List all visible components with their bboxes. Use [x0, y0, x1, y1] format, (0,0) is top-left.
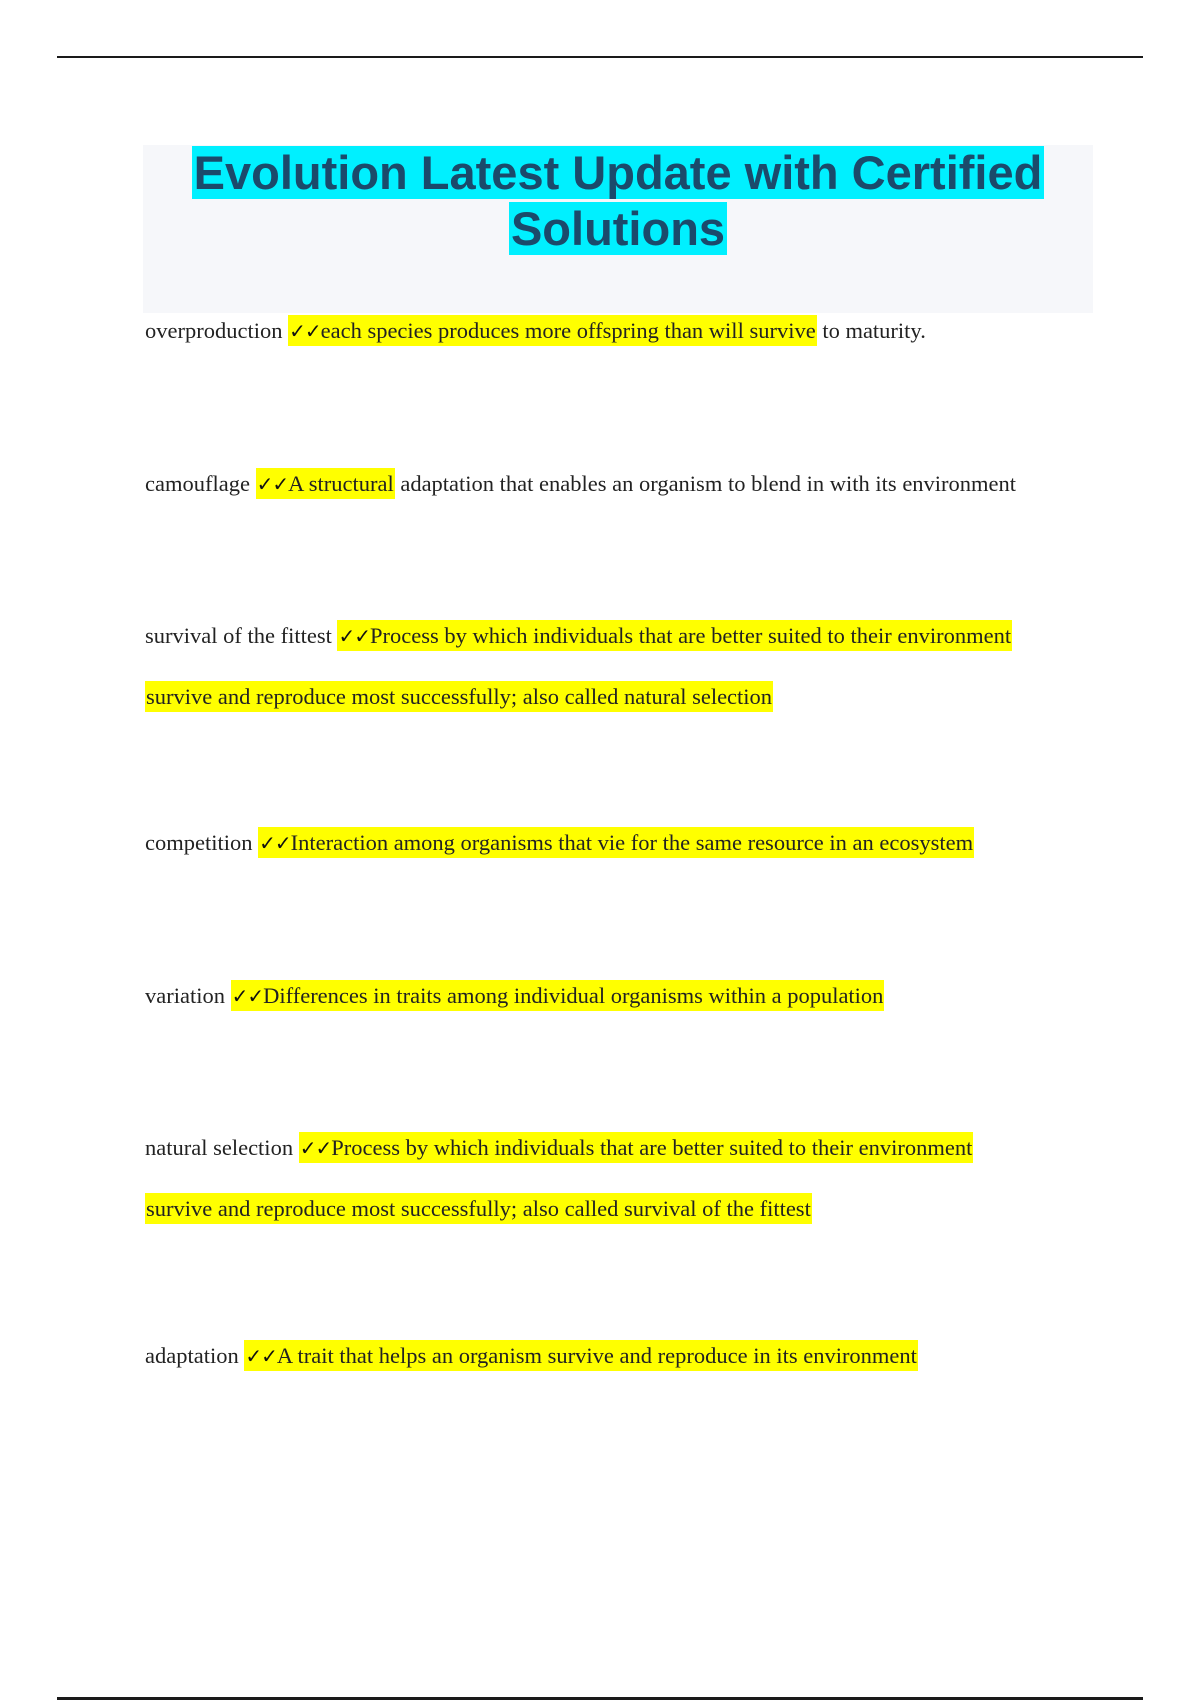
- entry-overproduction: [145, 300, 1095, 361]
- entry-adaptation: [145, 1325, 1095, 1386]
- entry-term: adaptation: [145, 1343, 239, 1368]
- entry-answer-highlight: ✓✓Differences in traits among individual organisms within a population: [231, 980, 885, 1011]
- double-check-icon: ✓✓: [338, 624, 370, 648]
- double-check-icon: ✓✓: [299, 1136, 332, 1160]
- entry-competition: [145, 812, 1095, 873]
- entry-answer-highlight: ✓✓each species produces more offspring than will survive: [288, 315, 817, 346]
- entry-answer-highlight: ✓✓Process by which individuals that are better suited to their environment: [337, 620, 1012, 651]
- entry-answer-highlight: ✓✓Interaction among organisms that vie for the same resource in an ecosystem: [258, 827, 974, 858]
- entry-answer-highlight: ✓✓A trait that helps an organism survive and reproduce in its environment: [244, 1340, 918, 1371]
- page-title: [143, 145, 1093, 257]
- entry-answer-rest: to maturity.: [816, 318, 926, 343]
- entry-term: overproduction: [145, 318, 283, 343]
- double-check-icon: ✓✓: [289, 319, 321, 343]
- header-rule: [57, 56, 1143, 58]
- double-check-icon: ✓✓: [256, 472, 289, 496]
- entry-term: survival of the fittest: [145, 623, 332, 648]
- entry-answer-highlight-line2: survive and reproduce most successfully; also called survival of the fittest: [145, 1193, 812, 1224]
- entry-natural-selection: [145, 1117, 1095, 1239]
- entry-answer-rest: adaptation that enables an organism to blend in with its environment: [394, 471, 1017, 496]
- entry-answer-highlight: ✓✓Process by which individuals that are better suited to their environment: [299, 1132, 974, 1163]
- entry-term: natural selection: [145, 1135, 294, 1160]
- double-check-icon: ✓✓: [245, 1344, 277, 1368]
- entry-survival-of-the-fittest: [145, 605, 1095, 727]
- entry-camouflage: [145, 453, 1095, 514]
- entry-variation: [145, 965, 1095, 1026]
- title-line-1: Evolution Latest Update with Certified: [193, 146, 1043, 199]
- entry-answer-highlight: ✓✓A structural: [256, 468, 395, 499]
- title-line-2: Solutions: [510, 202, 726, 255]
- double-check-icon: ✓✓: [259, 831, 291, 855]
- entry-term: camouflage: [145, 471, 250, 496]
- entry-answer-highlight-line2: survive and reproduce most successfully; also called natural selection: [145, 681, 773, 712]
- double-check-icon: ✓✓: [231, 984, 264, 1008]
- entry-term: variation: [145, 983, 225, 1008]
- entry-term: competition: [145, 830, 253, 855]
